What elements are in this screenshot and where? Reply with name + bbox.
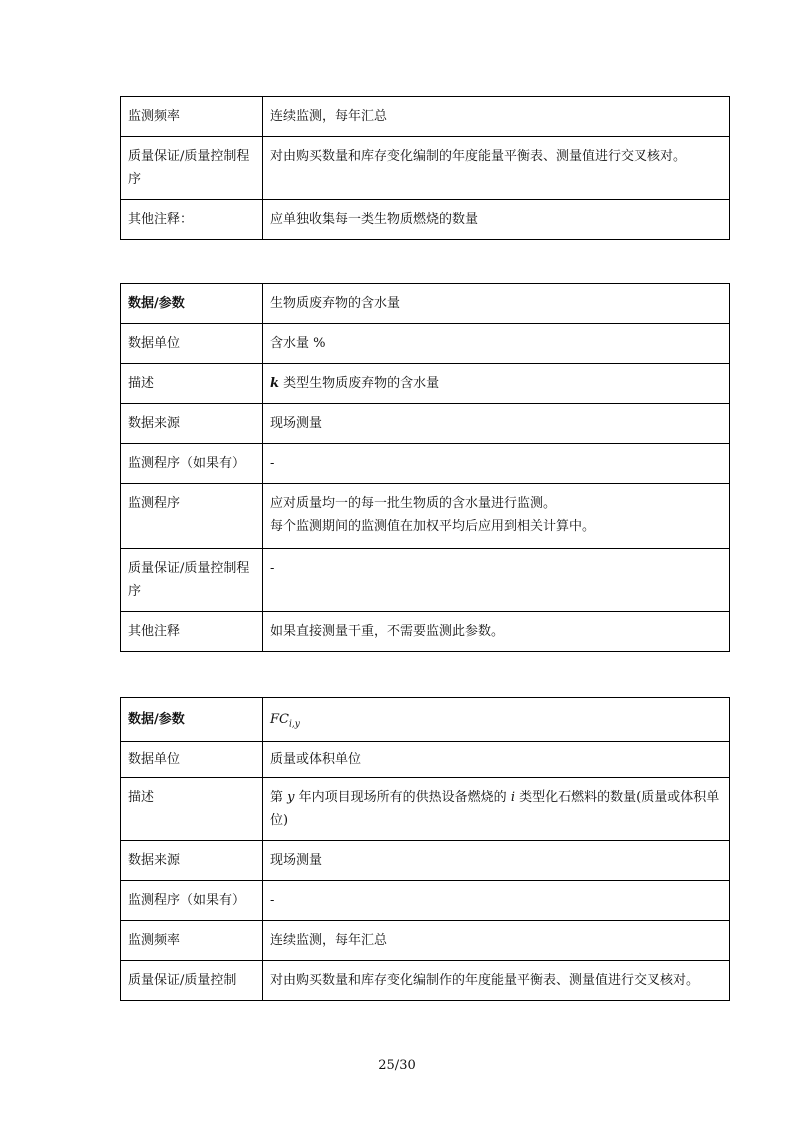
header-label: 数据/参数 (121, 698, 263, 742)
row-value: 对由购买数量和库存变化编制的年度能量平衡表、测量值进行交叉核对。 (263, 137, 730, 200)
row-label: 监测频率 (121, 921, 263, 961)
variable-y: y (287, 790, 295, 805)
row-label: 数据单位 (121, 324, 263, 364)
row-label: 数据单位 (121, 742, 263, 778)
variable-k: k (270, 376, 280, 391)
table-row (121, 881, 730, 921)
table-row (121, 549, 730, 612)
row-value: - (263, 444, 730, 484)
description-text: 类型生物质废弃物的含水量 (283, 376, 440, 391)
row-value: 连续监测，每年汇总 (263, 921, 730, 961)
table-row (121, 921, 730, 961)
table-row (121, 324, 730, 364)
row-value: 质量或体积单位 (263, 742, 730, 778)
table-row (121, 404, 730, 444)
row-label: 数据来源 (121, 404, 263, 444)
table-row (121, 961, 730, 1001)
row-label: 监测程序 (121, 484, 263, 549)
row-label: 监测程序（如果有） (121, 881, 263, 921)
table-row (121, 484, 730, 549)
table-row (121, 698, 730, 742)
table-fossil-fuel-consumption (120, 697, 730, 1001)
table-row (121, 841, 730, 881)
row-label: 描述 (121, 364, 263, 404)
row-value: 现场测量 (263, 404, 730, 444)
row-label: 描述 (121, 778, 263, 841)
row-label: 数据来源 (121, 841, 263, 881)
row-value (263, 364, 730, 404)
row-label: 监测程序（如果有） (121, 444, 263, 484)
procedure-line-2: 每个监测期间的监测值在加权平均后应用到相关计算中。 (270, 519, 596, 534)
table-row (121, 742, 730, 778)
table-row (121, 612, 730, 652)
table-row (121, 778, 730, 841)
table-row (121, 137, 730, 200)
row-value: 对由购买数量和库存变化编制作的年度能量平衡表、测量值进行交叉核对。 (263, 961, 730, 1001)
table-row (121, 284, 730, 324)
row-label: 质量保证/质量控制程序 (121, 549, 263, 612)
description-middle: 年内项目现场所有的供热设备燃烧的 (298, 790, 507, 805)
procedure-line-1: 应对质量均一的每一批生物质的含水量进行监测。 (270, 496, 557, 511)
description-prefix: 第 (270, 790, 284, 805)
row-value (263, 484, 730, 549)
parameter-name: 生物质废弃物的含水量 (263, 284, 730, 324)
table-row (121, 200, 730, 240)
row-value: 连续监测，每年汇总 (263, 97, 730, 137)
row-value: 应单独收集每一类生物质燃烧的数量 (263, 200, 730, 240)
parameter-name (263, 698, 730, 742)
row-value: - (263, 549, 730, 612)
table-row (121, 444, 730, 484)
variable-fc-subscript: i,y (288, 719, 300, 730)
table-monitoring-continued (120, 96, 730, 240)
table-row (121, 364, 730, 404)
header-label: 数据/参数 (121, 284, 263, 324)
table-row (121, 97, 730, 137)
row-value: 含水量 % (263, 324, 730, 364)
row-value: 如果直接测量干重，不需要监测此参数。 (263, 612, 730, 652)
row-label: 质量保证/质量控制程序 (121, 137, 263, 200)
table-moisture-content (120, 283, 730, 652)
row-value (263, 778, 730, 841)
row-value: - (263, 881, 730, 921)
variable-fc: FC (270, 712, 289, 727)
row-label: 其他注释： (121, 200, 263, 240)
page-number: 25/30 (378, 1058, 416, 1073)
row-label: 质量保证/质量控制 (121, 961, 263, 1001)
row-label: 监测频率 (121, 97, 263, 137)
row-value: 现场测量 (263, 841, 730, 881)
row-label: 其他注释 (121, 612, 263, 652)
variable-i: i (510, 790, 515, 805)
description-suffix: 类型化石燃料的数量(质量或体积单位) (270, 790, 720, 828)
